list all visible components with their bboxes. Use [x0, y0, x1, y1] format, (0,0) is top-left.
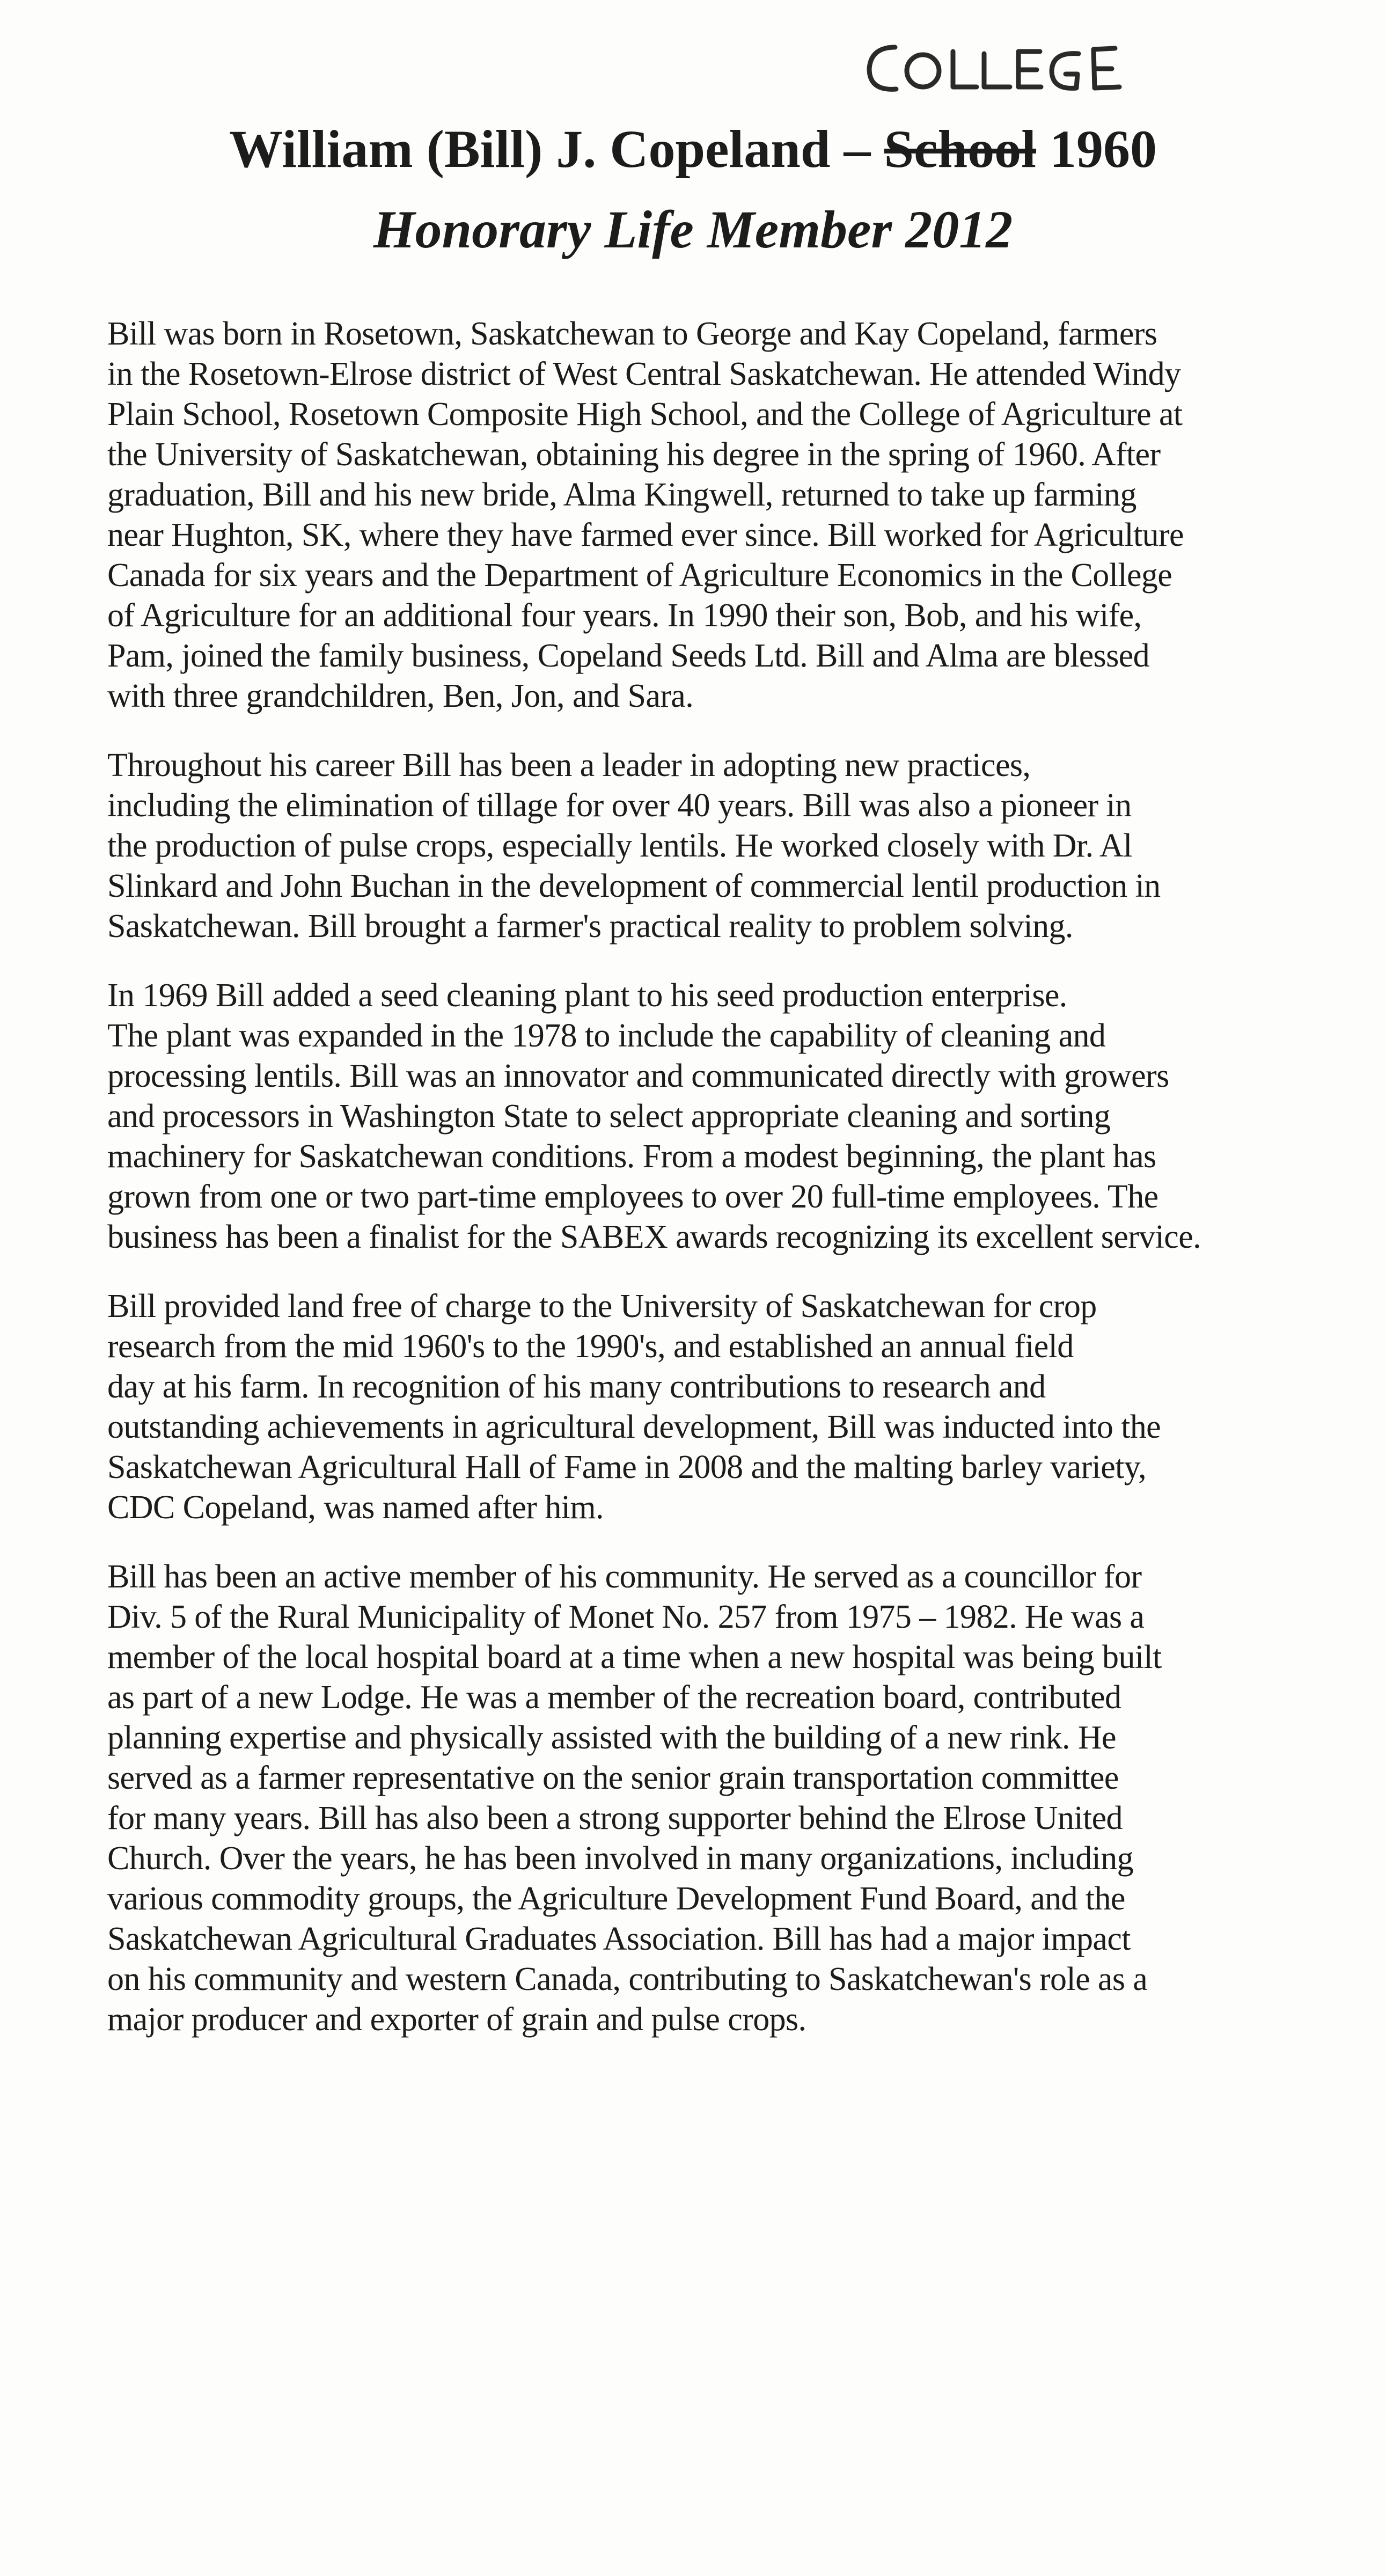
paragraph-line: various commodity groups, the Agriculture Development Fund Board, and the	[107, 1880, 1125, 1917]
handwritten-correction	[857, 26, 1147, 106]
paragraph-line: for many years. Bill has also been a strong supporter behind the Elrose United	[107, 1800, 1123, 1836]
paragraph-line: Bill provided land free of charge to the University of Saskatchewan for crop	[107, 1288, 1097, 1324]
paragraph-line: research from the mid 1960's to the 1990's, and established an annual field	[107, 1328, 1074, 1365]
paragraph-line: major producer and exporter of grain and pulse crops.	[107, 2001, 806, 2038]
document-body	[107, 314, 1277, 2069]
paragraph-line: planning expertise and physically assisted with the building of a new rink. He	[107, 1719, 1116, 1756]
paragraph-line: In 1969 Bill added a seed cleaning plant to his seed production enterprise.	[107, 977, 1067, 1014]
paragraph-line: Div. 5 of the Rural Municipality of Monet No. 257 from 1975 – 1982. He was a	[107, 1599, 1145, 1635]
paragraph-line: graduation, Bill and his new bride, Alma Kingwell, returned to take up farming	[107, 477, 1136, 513]
paragraph-line: business has been a finalist for the SABEX awards recognizing its excellent service.	[107, 1219, 1201, 1255]
paragraph-line: CDC Copeland, was named after him.	[107, 1489, 604, 1526]
paragraph-line: the production of pulse crops, especially lentils. He worked closely with Dr. Al	[107, 828, 1132, 864]
paragraph-line: Saskatchewan Agricultural Hall of Fame in 2008 and the malting barley variety,	[107, 1449, 1147, 1485]
title-struck-word: School	[884, 119, 1036, 179]
handwritten-correction-drawing	[857, 26, 1147, 106]
paragraph-line: near Hughton, SK, where they have farmed ever since. Bill worked for Agriculture	[107, 517, 1184, 553]
paragraph-line: of Agriculture for an additional four years. In 1990 their son, Bob, and his wife,	[107, 597, 1142, 634]
paragraph-2	[107, 745, 1277, 947]
paragraph-line: as part of a new Lodge. He was a member of the recreation board, contributed	[107, 1679, 1121, 1716]
paragraph-line: Plain School, Rosetown Composite High School, and the College of Agriculture at	[107, 396, 1183, 433]
paragraph-line: processing lentils. Bill was an innovator and communicated directly with growers	[107, 1058, 1169, 1094]
title-prefix: William (Bill) J. Copeland –	[229, 119, 884, 179]
paragraph-line: Pam, joined the family business, Copeland Seeds Ltd. Bill and Alma are blessed	[107, 638, 1150, 674]
paragraph-3	[107, 976, 1277, 1257]
paragraph-line: on his community and western Canada, contributing to Saskatchewan's role as a	[107, 1961, 1148, 1997]
paragraph-line: the University of Saskatchewan, obtaining his degree in the spring of 1960. After	[107, 436, 1161, 473]
paragraph-4	[107, 1286, 1277, 1528]
paragraph-line: Saskatchewan. Bill brought a farmer's practical reality to problem solving.	[107, 908, 1073, 945]
paragraph-line: Throughout his career Bill has been a leader in adopting new practices,	[107, 747, 1031, 784]
paragraph-line: Church. Over the years, he has been involved in many organizations, including	[107, 1840, 1134, 1877]
paragraph-line: grown from one or two part-time employees to over 20 full-time employees. The	[107, 1179, 1158, 1215]
paragraph-line: Bill was born in Rosetown, Saskatchewan to George and Kay Copeland, farmers	[107, 316, 1157, 352]
paragraph-line: with three grandchildren, Ben, Jon, and Sara.	[107, 678, 694, 714]
paragraph-1	[107, 314, 1277, 716]
paragraph-line: Canada for six years and the Department of Agriculture Economics in the College	[107, 557, 1172, 594]
paragraph-line: served as a farmer representative on the senior grain transportation committee	[107, 1760, 1119, 1796]
page-subtitle: Honorary Life Member 2012	[373, 200, 1013, 259]
paragraph-line: machinery for Saskatchewan conditions. From a modest beginning, the plant has	[107, 1138, 1156, 1175]
paragraph-line: The plant was expanded in the 1978 to include the capability of cleaning and	[107, 1018, 1106, 1054]
paragraph-line: member of the local hospital board at a time when a new hospital was being built	[107, 1639, 1162, 1675]
page-title	[0, 117, 1386, 181]
paragraph-line: including the elimination of tillage for over 40 years. Bill was also a pioneer in	[107, 787, 1132, 824]
paragraph-line: and processors in Washington State to select appropriate cleaning and sorting	[107, 1098, 1111, 1135]
paragraph-line: Bill has been an active member of his community. He served as a councillor for	[107, 1558, 1142, 1595]
paragraph-5	[107, 1557, 1277, 2040]
paragraph-line: Saskatchewan Agricultural Graduates Association. Bill has had a major impact	[107, 1921, 1131, 1957]
paragraph-line: Slinkard and John Buchan in the development of commercial lentil production in	[107, 868, 1161, 904]
paragraph-line: outstanding achievements in agricultural development, Bill was inducted into the	[107, 1409, 1161, 1445]
paragraph-line: in the Rosetown-Elrose district of West Central Saskatchewan. He attended Windy	[107, 356, 1181, 392]
paragraph-line: day at his farm. In recognition of his many contributions to research and	[107, 1368, 1046, 1405]
title-suffix: 1960	[1036, 119, 1157, 179]
